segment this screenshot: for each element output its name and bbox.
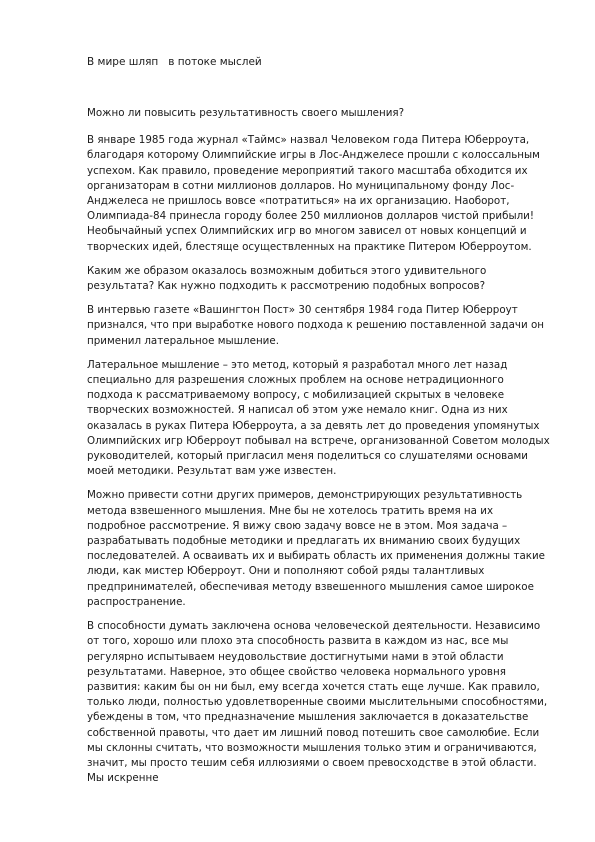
paragraph: Каким же образом оказалось возможным добиться этого удивительного результата? Как нужно подходить к рассмотрению подобных вопросов? bbox=[87, 264, 487, 293]
paragraph: Латеральное мышление – это метод, который я разработал много лет назад специально для разрешения сложных проблем на основе нетрадиционного подхода к рассматриваемому вопросу, с мобилизацией скрытых в человеке творческих возможностей. Я написал об этом уже немало книг. Одна из них оказалась в руках Питера Юберроута, а за девять лет до проведения упомянутых Олимпийских игр Юберроут побывал на встрече, организованной Советом молодых руководителей, который пригласил меня поделиться со слушателями основами моей методики. Результат вам уже известен. bbox=[87, 358, 550, 478]
body-text bbox=[87, 106, 553, 795]
paragraph: Можно привести сотни других примеров, демонстрирующих результативность метода взвешенного мышления. Мне бы не хотелось тратить время на их подробное рассмотрение. Я вижу свою задачу вовсе не в этом. Моя задача – разрабатывать подобные методики и предлагать их вниманию своих будущих последователей. А осваивать их и выбирать область их применения должны такие люди, как мистер Юберроут. Они и пополняют собой ряды талантливых предпринимателей, обеспечивая методу взвешенного мышления самое широкое распространение. bbox=[87, 489, 546, 608]
paragraph-question: Можно ли повысить результативность своего мышления? bbox=[87, 107, 405, 119]
paragraph: В интервью газете «Вашингтон Пост» 30 сентября 1984 года Питер Юберроут признался, что при выработке нового подхода к решению поставленной задачи он применил латеральное мышление. bbox=[87, 304, 544, 347]
paragraph: В способности думать заключена основа человеческой деятельности. Независимо от того, хорошо или плохо эта способность развита в каждом из нас, все мы регулярно испытываем неудовольствие достигнутыми нами в этой области результатами. Наверное, это общее свойство человека нормального уровня развития: каким бы он ни был, ему всегда хочется стать еще лучше. Как правило, только люди, полностью удовлетворенные своими мыслительными способностями, убеждены в том, что предназначение мышления заключается в доказательстве собственной правоты, что дает им лишний повод потешить свое самолюбие. Если мы склонны считать, что возможности мышления только этим и ограничиваются, значит, мы просто тешим себя иллюзиями о своем превосходстве в этой области. Мы искренне bbox=[87, 620, 548, 785]
paragraph: В январе 1985 года журнал «Таймс» назвал Человеком года Питера Юберроута, благодаря которому Олимпийские игры в Лос-Анджелесе прошли с колоссальным успехом. Как правило, проведение мероприятий такого масштаба обходится их организаторам в сотни миллионов долларов. Но муниципальному фонду Лос-Анджелеса не пришлось вовсе «потратиться» на их организацию. Наоборот, Олимпиада-84 принесла городу более 250 миллионов долларов чистой прибыли! Необычайный успех Олимпийских игр во многом зависел от новых концепций и творческих идей, блестяще осуществленных на практике Питером Юберроутом. bbox=[87, 134, 540, 253]
running-header: В мире шляп в потоке мыслей bbox=[87, 56, 262, 68]
